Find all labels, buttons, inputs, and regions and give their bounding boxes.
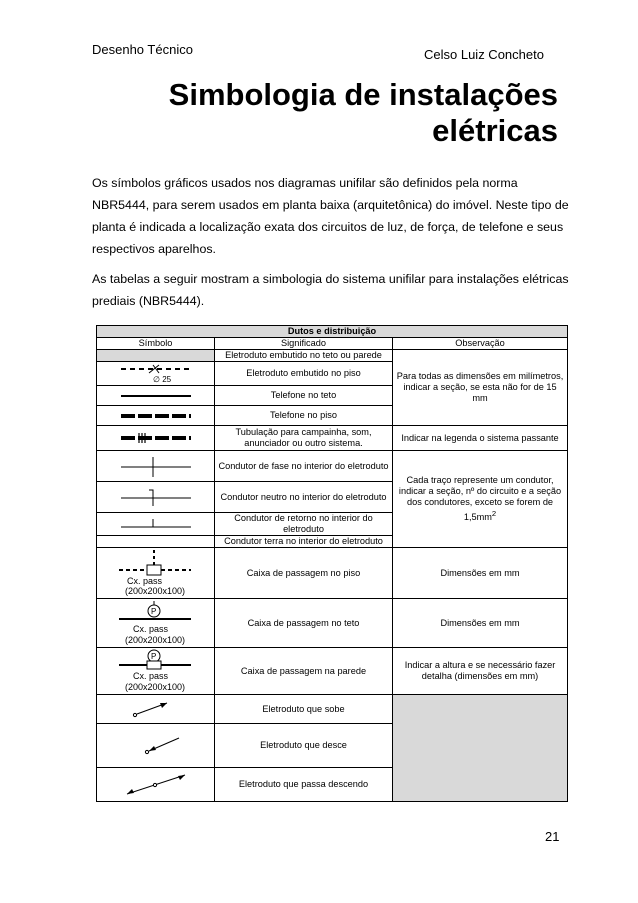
meaning-cell: Condutor terra no interior do eletroduto <box>215 536 393 548</box>
symbol-box-wall <box>97 648 215 695</box>
page-title <box>92 77 558 149</box>
ceiling-p-letter: P <box>151 607 157 616</box>
symbol-conduit-down <box>97 724 215 768</box>
meaning-cell: Eletroduto embutido no teto ou parede <box>215 350 393 362</box>
column-header-symbol: Símbolo <box>97 338 215 350</box>
meaning-cell: Eletroduto que passa descendo <box>215 768 393 802</box>
intro-line: respectivos aparelhos. <box>92 242 216 256</box>
observation-dims15: Para todas as dimensões em milímetros, indicar a seção, se esta não for de 15 mm <box>393 350 568 426</box>
intro-paragraph <box>92 172 569 260</box>
symbol-box-floor <box>97 548 215 599</box>
symbol-phone-floor <box>97 406 215 426</box>
header-right: Celso Luiz Concheto <box>424 47 544 62</box>
meaning-cell: Caixa de passagem na parede <box>215 648 393 695</box>
box-wall-size: (200x200x100) <box>125 682 186 692</box>
observation-legend: Indicar na legenda o sistema passante <box>393 426 568 451</box>
conductor-note-sup: 2 <box>491 508 497 518</box>
symbol-table <box>96 325 568 802</box>
empty-observation-cell <box>393 695 568 802</box>
meaning-cell: Caixa de passagem no teto <box>215 599 393 648</box>
meaning-cell: Telefone no piso <box>215 406 393 426</box>
symbol-box-ceiling <box>97 599 215 648</box>
empty-symbol-cell <box>97 350 215 362</box>
tables-line: As tabelas a seguir mostram a simbologia do sistema unifilar para instalações elétricas <box>92 272 569 286</box>
meaning-cell: Condutor de fase no interior do eletroduto <box>215 451 393 482</box>
meaning-cell: Tubulação para campainha, som, anunciador ou outro sistema. <box>215 426 393 451</box>
wall-p-letter: P <box>151 652 157 661</box>
symbol-conduit-up <box>97 695 215 724</box>
box-floor-size: (200x200x100) <box>125 586 186 596</box>
symbol-phone-ceiling <box>97 386 215 406</box>
intro-line: planta é indicada a localização exata dos circuitos de luz, de força, de telefone e seus <box>92 220 564 234</box>
title-line-2: elétricas <box>432 113 558 148</box>
observation-dims-mm-1: Dimensões em mm <box>393 548 568 599</box>
observation-wall: Indicar a altura e se necessário fazer detalha (dimensões em mm) <box>393 648 568 695</box>
symbol-phase-conductor <box>97 451 215 482</box>
intro-line: Os símbolos gráficos usados nos diagramas unifilar são definidos pela norma <box>92 176 518 190</box>
tables-line: prediais (NBR5444). <box>92 294 205 308</box>
symbol-neutral-conductor <box>97 482 215 513</box>
column-header-observation: Observação <box>393 338 568 350</box>
page-number: 21 <box>545 829 560 844</box>
meaning-cell: Condutor de retorno no interior do eletroduto <box>215 513 393 536</box>
header-left: Desenho Técnico <box>92 42 193 57</box>
symbol-floor-conduit <box>97 362 215 386</box>
meaning-cell: Caixa de passagem no piso <box>215 548 393 599</box>
meaning-cell: Eletroduto embutido no piso <box>215 362 393 386</box>
column-header-meaning: Significado <box>215 338 393 350</box>
conductor-note: Cada traço represente um condutor, indicar a seção, nº do circuito e a seção dos condutores, exceto se forem de 1,5mm <box>398 474 562 523</box>
symbol-conduit-through-down <box>97 768 215 802</box>
intro-line: NBR5444, para serem usados em planta baixa (arquitetônica) do imóvel. Neste tipo de <box>92 198 569 212</box>
meaning-cell: Telefone no teto <box>215 386 393 406</box>
meaning-cell: Eletroduto que desce <box>215 724 393 768</box>
symbol-return-conductor <box>97 513 215 536</box>
title-line-1: Simbologia de instalações <box>168 77 558 112</box>
box-ceiling-label: Cx. pass <box>133 624 169 634</box>
symbol-bell-tubing <box>97 426 215 451</box>
tables-paragraph <box>92 268 569 312</box>
symbol-earth-conductor <box>97 536 215 548</box>
observation-dims-mm-2: Dimensões em mm <box>393 599 568 648</box>
meaning-cell: Eletroduto que sobe <box>215 695 393 724</box>
table-caption: Dutos e distribuição <box>97 326 568 338</box>
observation-conductor <box>393 451 568 548</box>
box-ceiling-size: (200x200x100) <box>125 635 186 645</box>
box-floor-label: Cx. pass <box>127 576 163 586</box>
diameter-label: ∅ 25 <box>153 375 172 384</box>
meaning-cell: Condutor neutro no interior do eletroduto <box>215 482 393 513</box>
box-wall-label: Cx. pass <box>133 671 169 681</box>
